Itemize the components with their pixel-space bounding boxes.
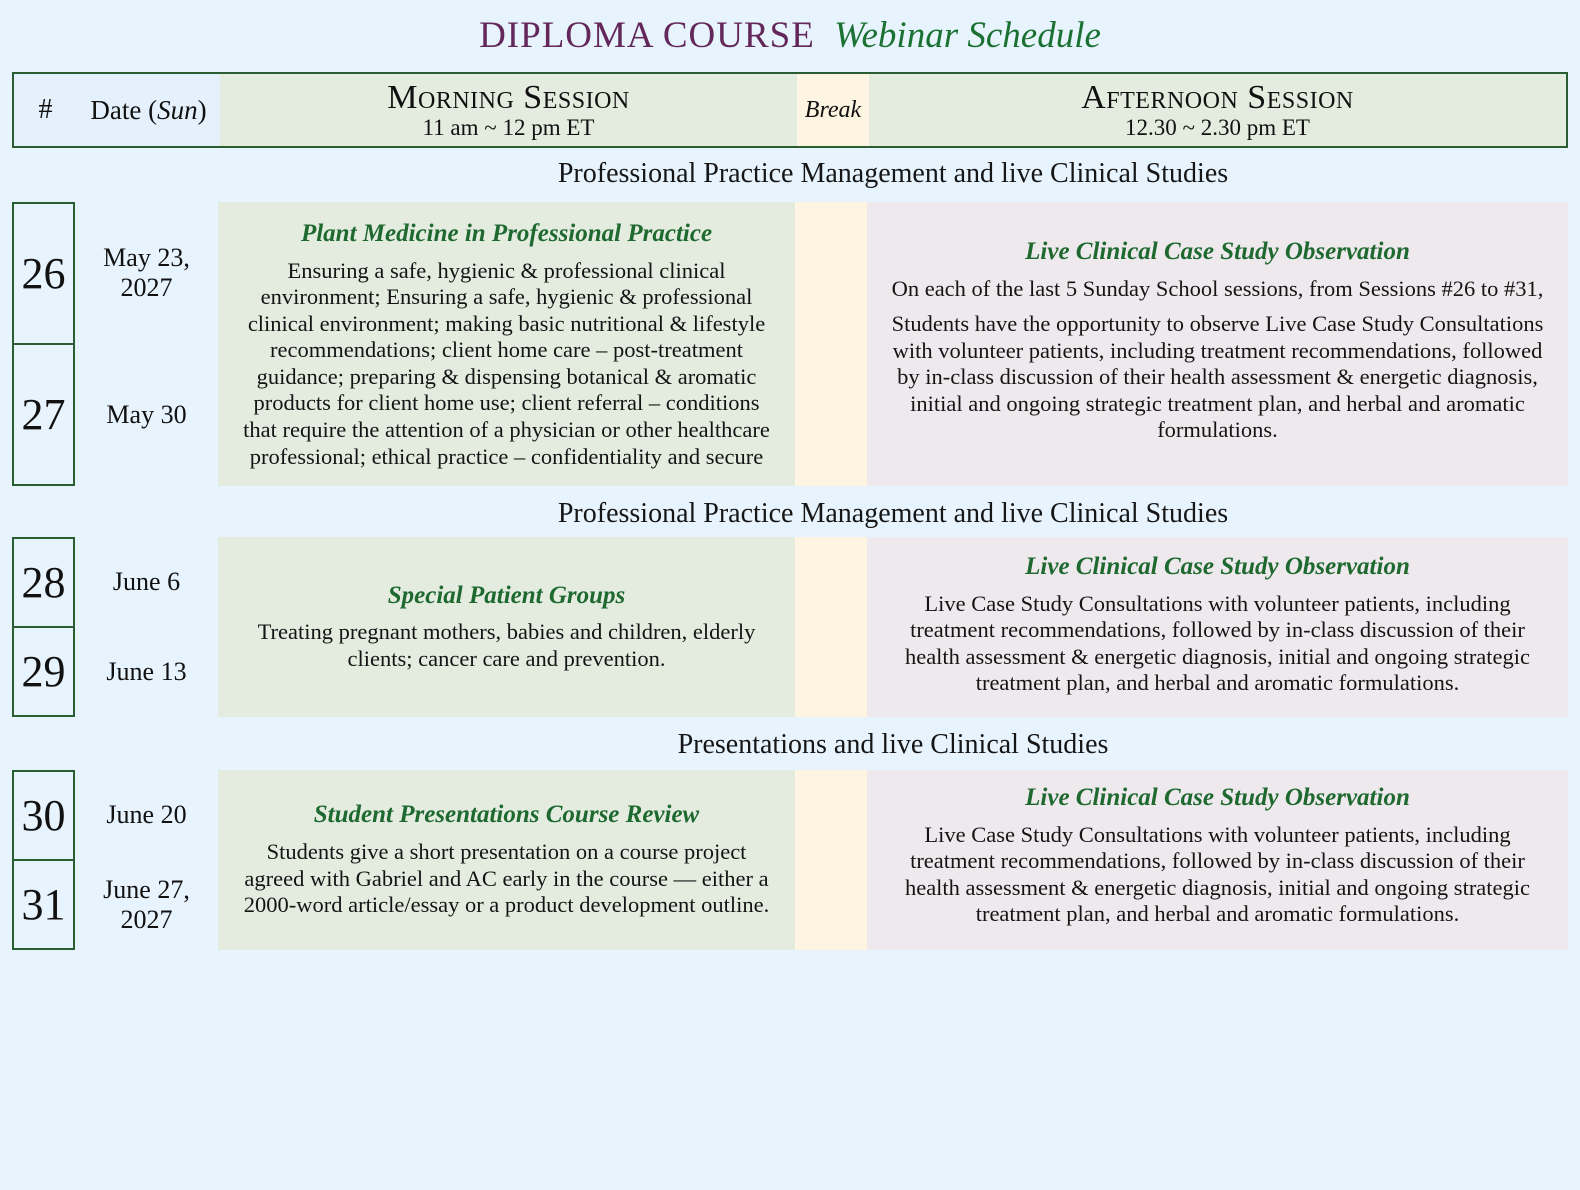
session-number-box-31: 31 [12, 859, 75, 950]
session-date-30: June 20 [106, 800, 187, 830]
morning-session-cell-1 [218, 202, 795, 486]
section-title-2: Professional Practice Management and live Clinical Studies [557, 498, 1229, 529]
break-strip-1 [795, 202, 867, 486]
header-date-column [77, 74, 220, 146]
morning-topic-body-3: Students give a short presentation on a course project agreed with Gabriel and AC early in the course — either a 2000-word article/essay or a product development outline. [243, 839, 770, 918]
morning-topic-title-1: Plant Medicine in Professional Practice [300, 220, 713, 247]
schedule-row-2 [12, 537, 1568, 717]
session-number-column [12, 770, 75, 950]
afternoon-paragraph: Live Case Study Consultations with volunteer patients, including treatment recommendations, followed by in-class discussion of their health assessment & energetic diagnosis, initial and ongoing strategic treatment plan, and herbal and aromatic formulations. [904, 821, 1531, 927]
morning-topic-title-3: Student Presentations Course Review [313, 801, 700, 829]
session-number-box-28: 28 [12, 537, 75, 628]
morning-topic-body-1: Ensuring a safe, hygienic & professional clinical environment; Ensuring a safe, hygienic & professional clinical environment; making basic nutritional & lifestyle recommendations; client home care – post-treatment guidance; preparing & dispensing botanical & aromatic products for client home use; client referral – conditions that require the attention of a physician or other healthcare professional; ethical practice – confidentiality and secure [243, 257, 770, 469]
header-break-column: Break [797, 74, 869, 146]
session-number-box-27: 27 [12, 343, 75, 486]
header-date-label: Date (Sun) [90, 94, 207, 125]
schedule-row-1 [12, 202, 1568, 486]
schedule-row-3 [12, 770, 1568, 950]
break-strip-3 [795, 770, 867, 950]
morning-session-time: 11 am ~ 12 pm ET [422, 115, 595, 141]
session-number-column [12, 202, 75, 486]
morning-topic-title-2: Special Patient Groups [387, 581, 626, 609]
afternoon-paragraph: Students have the opportunity to observe Live Case Study Consultations with volunteer patients, including treatment recommendations, followed by in-class discussion of their health assessment & energetic diagnosis, initial and ongoing strategic treatment plan, and herbal and aromatic formulations. [891, 311, 1544, 443]
session-date-31: June 27, 2027 [103, 875, 190, 934]
session-date-column [75, 537, 218, 717]
session-number-box-26: 26 [12, 202, 75, 345]
header-afternoon-session [869, 74, 1566, 146]
afternoon-paragraph: Live Case Study Consultations with volunteer patients, including treatment recommendations, followed by in-class discussion of their health assessment & energetic diagnosis, initial and ongoing strategic treatment plan, and herbal and aromatic formulations. [904, 590, 1531, 696]
morning-topic-body-2: Treating pregnant mothers, babies and children, elderly clients; cancer care and prevention. [257, 619, 756, 671]
header-morning-session [220, 74, 797, 146]
session-date-28: June 6 [112, 567, 181, 597]
session-number-box-29: 29 [12, 626, 75, 717]
session-date-column [75, 202, 218, 486]
session-date-29: June 13 [106, 657, 187, 687]
afternoon-topic-title-1: Live Clinical Case Study Observation [1025, 238, 1410, 265]
morning-session-cell-3 [218, 770, 795, 950]
session-date-27: May 30 [106, 400, 187, 430]
afternoon-session-cell-2 [867, 537, 1568, 717]
morning-session-cell-2 [218, 537, 795, 717]
afternoon-topic-title-2: Live Clinical Case Study Observation [1025, 553, 1410, 580]
section-title-3: Presentations and live Clinical Studies [677, 729, 1109, 760]
header-number-column: # [38, 94, 53, 125]
afternoon-session-cell-3 [867, 770, 1568, 950]
afternoon-paragraph: On each of the last 5 Sunday School sessions, from Sessions #26 to #31, [891, 275, 1544, 301]
afternoon-session-time: 12.30 ~ 2.30 pm ET [1125, 115, 1310, 141]
afternoon-session-title: Afternoon Session [1081, 78, 1354, 116]
course-name: DIPLOMA COURSE [479, 15, 815, 56]
page-title [0, 16, 1580, 57]
schedule-subtitle: Webinar Schedule [834, 15, 1101, 56]
session-date-26: May 23, 2027 [103, 243, 190, 302]
table-header-row [12, 72, 1568, 148]
break-strip-2 [795, 537, 867, 717]
afternoon-session-cell-1 [867, 202, 1568, 486]
session-number-column [12, 537, 75, 717]
morning-session-title: Morning Session [387, 78, 630, 116]
afternoon-topic-title-3: Live Clinical Case Study Observation [1025, 784, 1410, 811]
section-title-1: Professional Practice Management and live Clinical Studies [557, 158, 1229, 189]
session-date-column [75, 770, 218, 950]
session-number-box-30: 30 [12, 770, 75, 861]
